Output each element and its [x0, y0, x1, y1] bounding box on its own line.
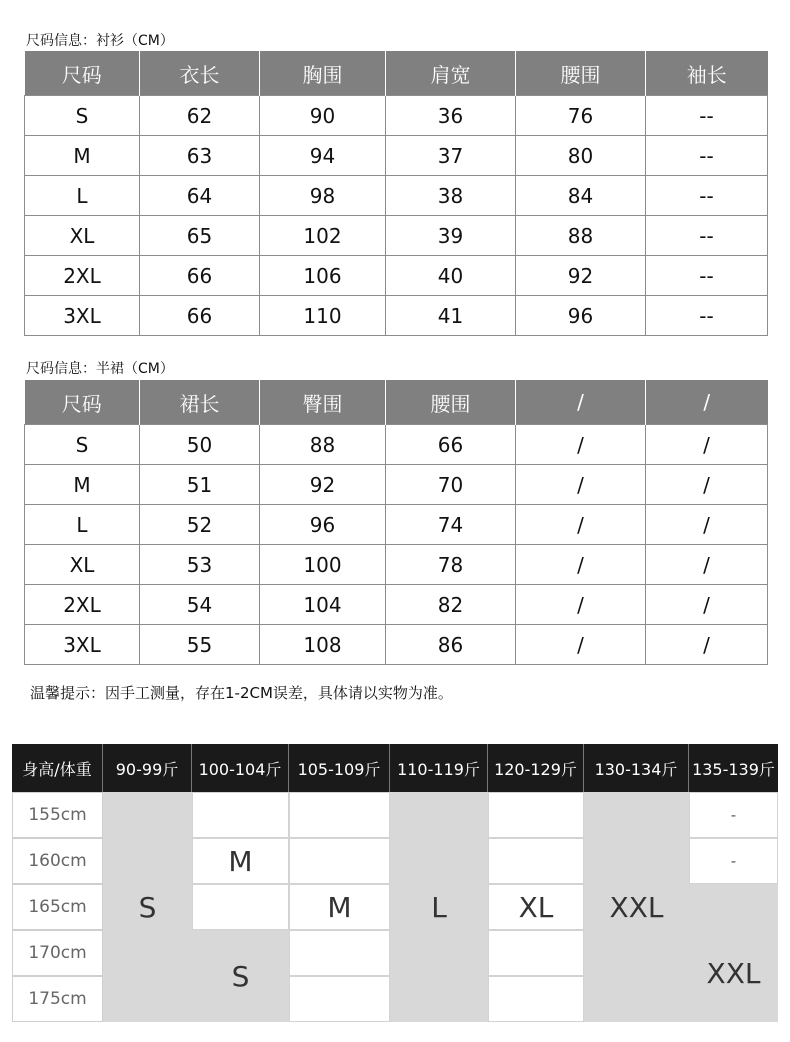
hw-size-cell — [289, 884, 390, 930]
hw-size-cell — [289, 976, 390, 1022]
table-cell: / — [516, 425, 646, 465]
hw-height-label: 165cm — [12, 884, 103, 930]
hw-size-cell — [488, 930, 584, 976]
table-cell: / — [516, 505, 646, 545]
table-cell: 92 — [516, 256, 646, 296]
table-cell: -- — [646, 96, 768, 136]
column-header: 尺码 — [25, 51, 140, 96]
table-cell: 108 — [260, 625, 386, 665]
hw-size-value: M — [228, 844, 253, 878]
table-row — [25, 585, 768, 625]
hw-size-cell — [488, 884, 584, 930]
column-header: 肩宽 — [386, 51, 516, 96]
table-cell: 62 — [140, 96, 260, 136]
table-cell: 78 — [386, 545, 516, 585]
hw-size-cell — [689, 792, 778, 838]
hw-weight-header: 120-129斤 — [488, 744, 584, 792]
hw-size-cell — [192, 884, 289, 930]
table-cell: 55 — [140, 625, 260, 665]
table-cell: 65 — [140, 216, 260, 256]
table-cell: 63 — [140, 136, 260, 176]
table-cell: 2XL — [25, 256, 140, 296]
table-cell: / — [516, 625, 646, 665]
table-cell: 102 — [260, 216, 386, 256]
table-row — [25, 465, 768, 505]
measurement-tip: 温馨提示：因手工测量，存在1-2CM误差，具体请以实物为准。 — [30, 684, 453, 702]
table-cell: 41 — [386, 296, 516, 336]
table-row — [25, 136, 768, 176]
table-cell: 96 — [260, 505, 386, 545]
table-cell: 36 — [386, 96, 516, 136]
hw-weight-header: 90-99斤 — [103, 744, 192, 792]
table-cell: 96 — [516, 296, 646, 336]
column-header: / — [516, 380, 646, 425]
table-cell: 94 — [260, 136, 386, 176]
table-row — [25, 296, 768, 336]
table-cell: 66 — [140, 296, 260, 336]
table-cell: 104 — [260, 585, 386, 625]
table-row — [25, 96, 768, 136]
table-row — [25, 505, 768, 545]
table-cell: 51 — [140, 465, 260, 505]
table-cell: 66 — [386, 425, 516, 465]
table-cell: M — [25, 465, 140, 505]
table-cell: -- — [646, 176, 768, 216]
table-cell: 40 — [386, 256, 516, 296]
table-cell: / — [516, 545, 646, 585]
table-cell: 82 — [386, 585, 516, 625]
hw-size-cell — [289, 792, 390, 838]
table-cell: 50 — [140, 425, 260, 465]
skirt-size-label: 尺码信息：半裙（CM） — [26, 361, 174, 377]
column-header: 衣长 — [140, 51, 260, 96]
column-header: 裙长 — [140, 380, 260, 425]
table-cell: 110 — [260, 296, 386, 336]
hw-size-value: XL — [518, 890, 554, 924]
table-cell: 76 — [516, 96, 646, 136]
hw-size-cell — [488, 838, 584, 884]
table-cell: 64 — [140, 176, 260, 216]
table-cell: S — [25, 425, 140, 465]
hw-size-cell — [689, 884, 778, 1022]
column-header: 胸围 — [260, 51, 386, 96]
table-row — [25, 176, 768, 216]
table-cell: / — [646, 425, 768, 465]
hw-size-cell — [192, 838, 289, 884]
hw-size-cell — [103, 792, 192, 1022]
height-weight-chart — [12, 744, 778, 1022]
hw-size-cell — [488, 976, 584, 1022]
table-cell: / — [646, 545, 768, 585]
hw-height-label: 170cm — [12, 930, 103, 976]
hw-weight-header: 135-139斤 — [689, 744, 778, 792]
table-row — [25, 425, 768, 465]
table-cell: 92 — [260, 465, 386, 505]
table-cell: 100 — [260, 545, 386, 585]
table-cell: 74 — [386, 505, 516, 545]
hw-size-cell — [689, 838, 778, 884]
table-cell: 2XL — [25, 585, 140, 625]
hw-size-value: S — [231, 959, 250, 993]
hw-size-cell — [289, 930, 390, 976]
table-cell: -- — [646, 136, 768, 176]
hw-size-cell — [192, 930, 289, 1022]
table-cell: 38 — [386, 176, 516, 216]
table-cell: 3XL — [25, 296, 140, 336]
table-cell: 106 — [260, 256, 386, 296]
table-cell: 37 — [386, 136, 516, 176]
table-cell: 53 — [140, 545, 260, 585]
hw-corner-header: 身高/体重 — [12, 744, 103, 792]
table-row — [25, 256, 768, 296]
table-cell: 66 — [140, 256, 260, 296]
table-cell: 52 — [140, 505, 260, 545]
hw-size-value: M — [327, 890, 352, 924]
table-cell: / — [516, 465, 646, 505]
table-cell: 84 — [516, 176, 646, 216]
hw-size-value: XXL — [609, 890, 664, 924]
table-cell: -- — [646, 296, 768, 336]
hw-size-cell — [390, 792, 488, 1022]
column-header: / — [646, 380, 768, 425]
column-header: 腰围 — [386, 380, 516, 425]
skirt-size-table — [24, 380, 768, 665]
table-cell: / — [646, 625, 768, 665]
hw-weight-header: 105-109斤 — [289, 744, 390, 792]
table-cell: 98 — [260, 176, 386, 216]
column-header: 尺码 — [25, 380, 140, 425]
table-cell: 88 — [260, 425, 386, 465]
hw-size-value: S — [138, 890, 157, 924]
table-cell: 70 — [386, 465, 516, 505]
column-header: 袖长 — [646, 51, 768, 96]
hw-size-cell — [192, 792, 289, 838]
table-cell: M — [25, 136, 140, 176]
column-header: 臀围 — [260, 380, 386, 425]
table-cell: L — [25, 505, 140, 545]
table-cell: XL — [25, 545, 140, 585]
hw-height-label: 160cm — [12, 838, 103, 884]
hw-size-cell — [584, 792, 689, 1022]
hw-size-cell — [488, 792, 584, 838]
table-cell: / — [646, 585, 768, 625]
hw-size-value: XXL — [706, 956, 761, 990]
hw-weight-header: 110-119斤 — [390, 744, 488, 792]
table-cell: / — [646, 465, 768, 505]
table-cell: S — [25, 96, 140, 136]
hw-na-dash: - — [730, 806, 737, 824]
table-cell: 80 — [516, 136, 646, 176]
table-row — [25, 625, 768, 665]
table-cell: 39 — [386, 216, 516, 256]
hw-height-label: 175cm — [12, 976, 103, 1022]
table-cell: 3XL — [25, 625, 140, 665]
table-cell: / — [646, 505, 768, 545]
hw-height-label: 155cm — [12, 792, 103, 838]
table-cell: 86 — [386, 625, 516, 665]
hw-na-dash: - — [730, 852, 737, 870]
hw-weight-header: 100-104斤 — [192, 744, 289, 792]
table-cell: 54 — [140, 585, 260, 625]
table-cell: XL — [25, 216, 140, 256]
hw-size-value: L — [431, 890, 447, 924]
shirt-size-label: 尺码信息：衬衫（CM） — [26, 33, 174, 49]
table-cell: L — [25, 176, 140, 216]
table-cell: 90 — [260, 96, 386, 136]
shirt-size-table — [24, 51, 768, 336]
hw-size-cell — [289, 838, 390, 884]
table-row — [25, 216, 768, 256]
hw-weight-header: 130-134斤 — [584, 744, 689, 792]
table-cell: / — [516, 585, 646, 625]
column-header: 腰围 — [516, 51, 646, 96]
table-cell: -- — [646, 256, 768, 296]
table-row — [25, 545, 768, 585]
table-cell: 88 — [516, 216, 646, 256]
table-cell: -- — [646, 216, 768, 256]
